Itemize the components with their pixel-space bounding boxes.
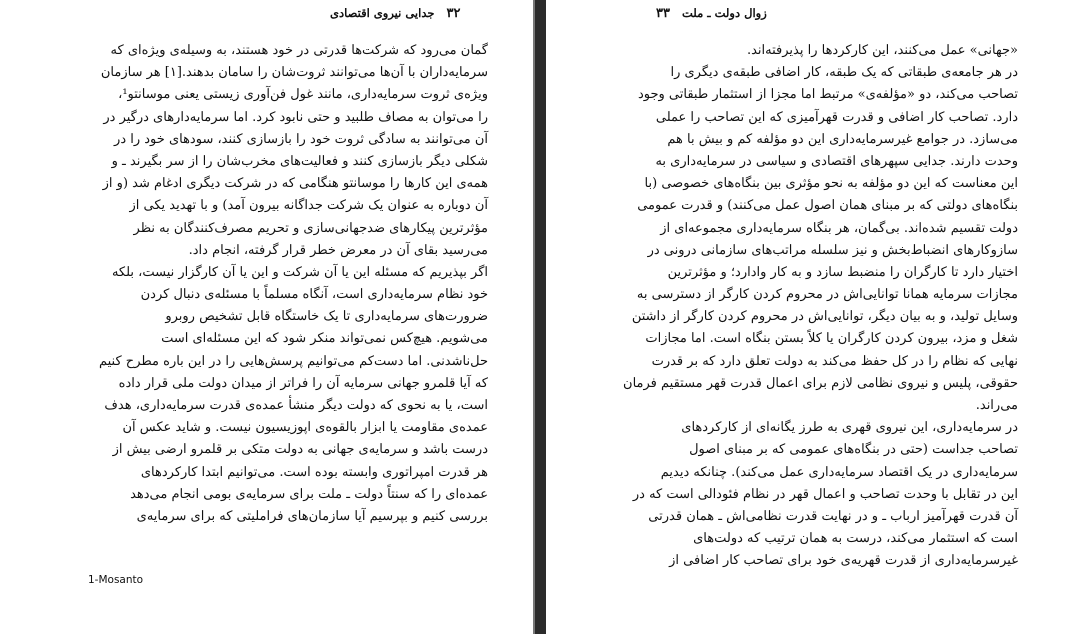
right-page-text-line: در هر جامعه‌ی طبقاتی که یک طبقه، کار اضافی طبقه‌ی دیگری را	[670, 65, 1018, 81]
right-page-text-line: در سرمایه‌داری، این نیروی قهری به طرز یگانه‌ای از کارکردهای	[681, 420, 1018, 436]
left-page-header	[330, 6, 460, 21]
left-page-text-line: شکلی دیگر بازسازی کنند و فعالیت‌های مخرب‌شان را از سر بگیرند ـ و	[111, 153, 488, 169]
left-page-text-line: می‌رسید بقای آن در معرض خطر قرار گرفته، انجام داد.	[188, 242, 488, 258]
right-page-text-line: وحدت دارند. جدایی سپهرهای اقتصادی و سیاسی در سرمایه‌داری به	[655, 153, 1018, 169]
left-page-text-line: که آیا قلمرو جهانی سرمایه آن را فراتر از میدان دولت ملی قرار داده	[118, 375, 488, 391]
left-page-text-line: ضرورت‌های سرمایه‌داری تا یک خاستگاه قابل تشخیص روبرو	[165, 309, 488, 325]
right-page-text-line: است که استثمار می‌کند، درست به همان ترتیب که دولت‌های	[693, 531, 1018, 547]
right-page-header	[656, 6, 767, 21]
right-page-text-line: سازوکارهای انضباط‌بخش و نیز سلسله مراتب‌های سازمانی درونی در	[647, 242, 1018, 258]
right-page-running-title: زوال دولت ـ ملت	[681, 6, 767, 20]
left-page-text-line: آن دوباره به عنوان یک شرکت جداگانه بیرون آمد) و با تهدید یکی از	[129, 198, 488, 214]
right-page-text-line: دولت تقسیم شده‌اند. بی‌گمان، هر بنگاه سرمایه‌داری مجموعه‌ای از	[660, 220, 1018, 236]
right-page-text-line: نهایی که نظام را در کل حفظ می‌کند به دولت تعلق دارد که بر قدرت	[651, 353, 1018, 369]
left-page-text-line: آن می‌توانند به سادگی ثروت خود را بازسازی کنند، سودهای خود را در	[114, 131, 488, 147]
book-gutter	[535, 0, 546, 634]
left-page-text-line: عمده‌ای را که سنتاً دولت ـ ملت برای سرمایه‌ی بومی انجام می‌دهد	[130, 486, 488, 502]
left-page-running-title: جدایی نیروی اقتصادی	[330, 6, 435, 20]
right-page-text-line: شغل و مزد، بیرون کردن کارگران یا کلاً بستن بنگاه است. اما مجازات	[645, 331, 1018, 347]
left-page-body	[98, 40, 488, 528]
right-page-text-line: حقوقی، پلیس و نیروی نظامی لازم برای اعمال قدرت قهر مستقیم فرمان	[623, 375, 1018, 391]
left-page-text-line: سرمایه‌داران با آن‌ها می‌توانند ثروت‌شان را سامان بدهند.[۱] هر سازمان	[100, 65, 488, 81]
right-page-text-line: اختیار دارد تا کارگران را منضبط سازد و به کار وادارد؛ و مؤثرترین	[667, 264, 1018, 280]
left-page	[0, 0, 535, 634]
right-page-text-line: این معناست که این دو مؤلفه به نحو مؤثری بین بنگاه‌های خصوصی (با	[644, 176, 1018, 192]
left-page-text-line: همه‌ی این کارها را موسانتو هنگامی که در شرکت دیگری ادغام شد (و از	[102, 176, 488, 192]
right-page-body	[623, 40, 1018, 573]
right-page-text-line: می‌راند.	[975, 398, 1018, 413]
right-page-text-line: بنگاه‌های دولتی که بر مبنای همان اصول عمل می‌کنند) و قدرت عمومی	[637, 198, 1018, 214]
left-page-text-line: اگر بپذیریم که مسئله این یا آن شرکت و این یا آن کارگزار نیست، بلکه	[111, 264, 488, 280]
left-page-text-line: درست باشد و سرمایه‌ی جهانی به دولت متکی بر قلمرو ارضی بیش از	[112, 442, 488, 458]
left-page-text-line: را می‌توان به مصاف طلبید و حتی نابود کرد. اما سرمایه‌دارهای درگیر در	[103, 109, 488, 125]
right-page-text-line: غیرسرمایه‌داری از قدرت قهریه‌ی خود برای تصاحب کار اضافی از	[669, 553, 1018, 569]
right-page	[546, 0, 1075, 634]
left-page-text-line: می‌شویم. هیچ‌کس نمی‌تواند منکر شود که این مسئله‌ای است	[161, 331, 488, 347]
right-page-text-line: تصاحب می‌کند، دو «مؤلفه‌ی» مرتبط اما مجزا از استثمار طبقاتی وجود	[637, 87, 1018, 103]
left-page-text-line: حل‌ناشدنی. اما دست‌کم می‌توانیم پرسش‌هایی را در این باره مطرح کنیم	[98, 353, 488, 369]
right-page-text-line: سرمایه‌داری در یک اقتصاد سرمایه‌داری عمل می‌کند). چنانکه دیدیم	[660, 464, 1018, 480]
right-page-text-line: این در تقابل با وحدت تصاحب و اعمال قهر در نظام فئودالی است که در	[632, 486, 1018, 502]
right-page-text-line: «جهانی» عمل می‌کنند، این کارکردها را پذیرفته‌اند.	[746, 43, 1018, 58]
footnote: 1-Mosanto	[88, 574, 144, 586]
right-page-number: ۳۳	[656, 6, 670, 21]
left-page-text-line: است، یا به نحوی که دولت دیگر منشأ عمده‌ی قدرت سرمایه‌داری، هدف	[104, 398, 488, 413]
left-page-text-line: عمده‌ی مقاومت یا ابزار بالقوه‌ی اپوزیسیون نیست. و شاید عکس آن	[122, 420, 488, 436]
left-page-text-line: هر قدرت امپراتوری وابسته بوده است. می‌توانیم ابتدا کارکردهای	[140, 464, 488, 480]
left-page-text-line: خود نظام سرمایه‌داری است، آنگاه مسلماً با مسئله‌ی دنبال کردن	[140, 287, 488, 303]
left-page-text-line: گمان می‌رود که شرکت‌ها قدرتی در خود هستند، به وسیله‌ی ویژه‌ای که	[110, 43, 488, 58]
right-page-text-line: دارد. تصاحب کار اضافی و قدرت قهرآمیزی که این تصاحب را عملی	[655, 109, 1018, 125]
right-page-text-line: می‌سازد. در جوامع غیرسرمایه‌داری این دو مؤلفه کم و بیش با هم	[667, 131, 1018, 147]
left-page-text-line: ویژه‌ی ثروت سرمایه‌داری، مانند غول فن‌آوری زیستی یعنی موسانتو¹،	[118, 87, 488, 103]
right-page-text-line: تصاحب جداست (حتی در بنگاه‌های عمومی که بر مبنای اصول	[689, 442, 1018, 458]
right-page-text-line: آن قدرت قهرآمیز ارباب ـ و در نهایت قدرت نظامی‌اش ـ همان قدرتی	[648, 508, 1018, 524]
right-page-text-line: وسایل تولید، و به بیان دیگر، توانایی‌اش در محروم کردن کارگر از داشتن	[631, 309, 1018, 325]
right-page-text-line: مجازات سرمایه همانا توانایی‌اش در محروم کردن کارگر از دسترسی به	[636, 287, 1018, 303]
left-page-number: ۳۲	[446, 6, 461, 21]
left-page-text-line: بررسی کنیم و بپرسیم آیا سازمان‌های فراملیتی که برای سرمایه‌ی	[136, 508, 488, 524]
left-page-text-line: مؤثرترین پیکارهای ضدجهانی‌سازی و تحریم مصرف‌کنندگان به نظر	[133, 220, 488, 236]
